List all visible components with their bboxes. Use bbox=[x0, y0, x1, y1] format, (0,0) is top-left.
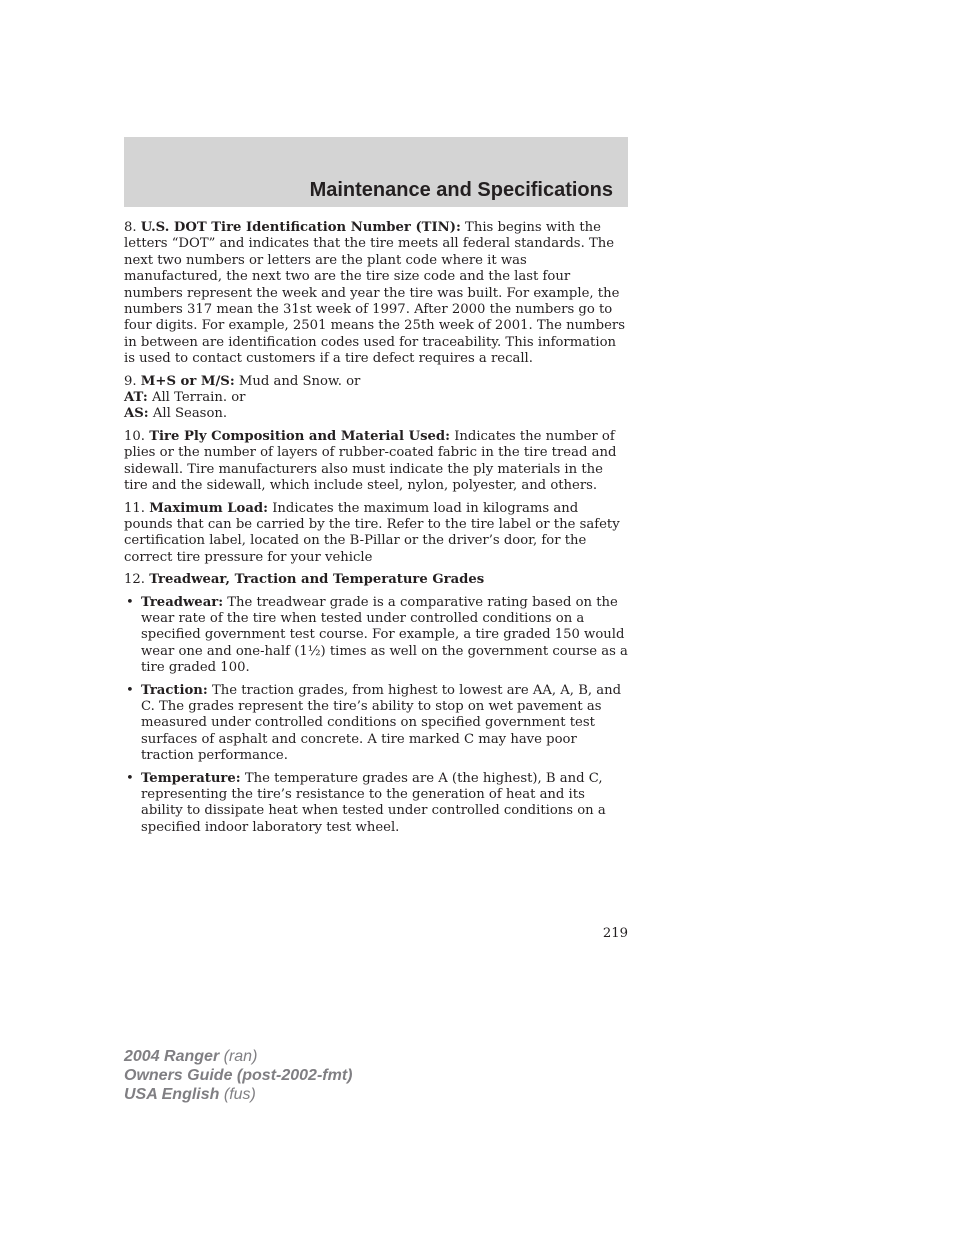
item-text: Mud and Snow. or bbox=[238, 373, 361, 389]
item-number: 8. bbox=[124, 220, 137, 235]
item-term: AT: bbox=[124, 390, 148, 406]
section-title: Maintenance and Specifications bbox=[309, 179, 613, 201]
item-text: All Terrain. or bbox=[151, 390, 246, 406]
item-text: The temperature grades are A (the highest), B and C, representing the tire’s resistance to the generation of heat and its ability to dissipate heat when tested under controlled conditions on a specified indoor laboratory test wheel. bbox=[141, 770, 606, 835]
item-term: AS: bbox=[124, 406, 149, 422]
item-text: All Season. bbox=[152, 406, 228, 422]
item-term: U.S. DOT Tire Identification Number (TIN): bbox=[140, 220, 461, 235]
list-item-traction bbox=[124, 683, 628, 765]
footer-line-language: USA English (fus) bbox=[124, 1086, 256, 1103]
item-text: Indicates the maximum load in kilograms and pounds that can be carried by the tire. Refer to the tire label or the safety certification label, located on the B-Pillar or the driver’s door, for the correct tire pressure for your vehicle bbox=[124, 500, 620, 565]
document-footer bbox=[124, 1047, 352, 1104]
grades-bullet-list bbox=[124, 595, 628, 837]
item-12-grades-heading bbox=[124, 572, 628, 588]
item-term: Maximum Load: bbox=[149, 500, 268, 516]
item-text: The treadwear grade is a comparative rating based on the wear rate of the tire when tested under controlled conditions on a specified government test course. For example, a tire graded 150 would wear one and one-half (1½) times as well on the government course as a tire graded 100. bbox=[141, 594, 628, 676]
item-number: 11. bbox=[124, 500, 145, 516]
item-term: Temperature: bbox=[141, 770, 241, 786]
item-8-tin bbox=[124, 220, 628, 368]
item-term: Traction: bbox=[141, 682, 208, 698]
item-number: 10. bbox=[124, 428, 145, 444]
item-term: Treadwear: bbox=[141, 594, 224, 610]
item-10-ply-composition bbox=[124, 429, 628, 495]
bullet-icon: • bbox=[126, 594, 134, 610]
item-text: The traction grades, from highest to lowest are AA, A, B, and C. The grades represent the tire’s ability to stop on wet pavement as measured under controlled conditions on specified government test surfaces of asphalt and concrete. A tire marked C may have poor traction performance. bbox=[141, 682, 622, 764]
item-number: 9. bbox=[124, 373, 137, 389]
item-term: Treadwear, Traction and Temperature Grades bbox=[149, 572, 485, 588]
item-term: M+S or M/S: bbox=[140, 373, 235, 389]
footer-line-guide: Owners Guide (post-2002-fmt) bbox=[124, 1067, 353, 1084]
page-content bbox=[124, 220, 628, 842]
item-number: 12. bbox=[124, 572, 145, 588]
bullet-icon: • bbox=[126, 682, 134, 698]
item-text: Indicates the number of plies or the number of layers of rubber-coated fabric in the tire tread and sidewall. Tire manufacturers also must indicate the ply materials in the tire and the sidewall, which include steel, nylon, polyester, and others. bbox=[124, 428, 617, 494]
section-header-band bbox=[124, 137, 628, 207]
item-9-tread-type bbox=[124, 374, 628, 423]
footer-line-model: 2004 Ranger (ran) bbox=[124, 1048, 258, 1065]
list-item-temperature bbox=[124, 771, 628, 837]
list-item-treadwear bbox=[124, 595, 628, 677]
bullet-icon: • bbox=[126, 770, 134, 786]
item-11-maximum-load bbox=[124, 501, 628, 567]
item-term: Tire Ply Composition and Material Used: bbox=[149, 428, 450, 444]
page-number: 219 bbox=[602, 926, 628, 941]
item-text: This begins with the letters “DOT” and indicates that the tire meets all federal standards. The next two numbers or letters are the plant code where it was manufactured, the next two are the tire size code and the last four numbers represent the week and year the tire was built. For example, the numbers 317 mean the 31st week of 1997. After 2000 the numbers go to four digits. For example, 2501 means the 25th week of 2001. The numbers in between are identification codes used for traceability. This information is used to contact customers if a tire defect requires a recall. bbox=[124, 220, 625, 367]
